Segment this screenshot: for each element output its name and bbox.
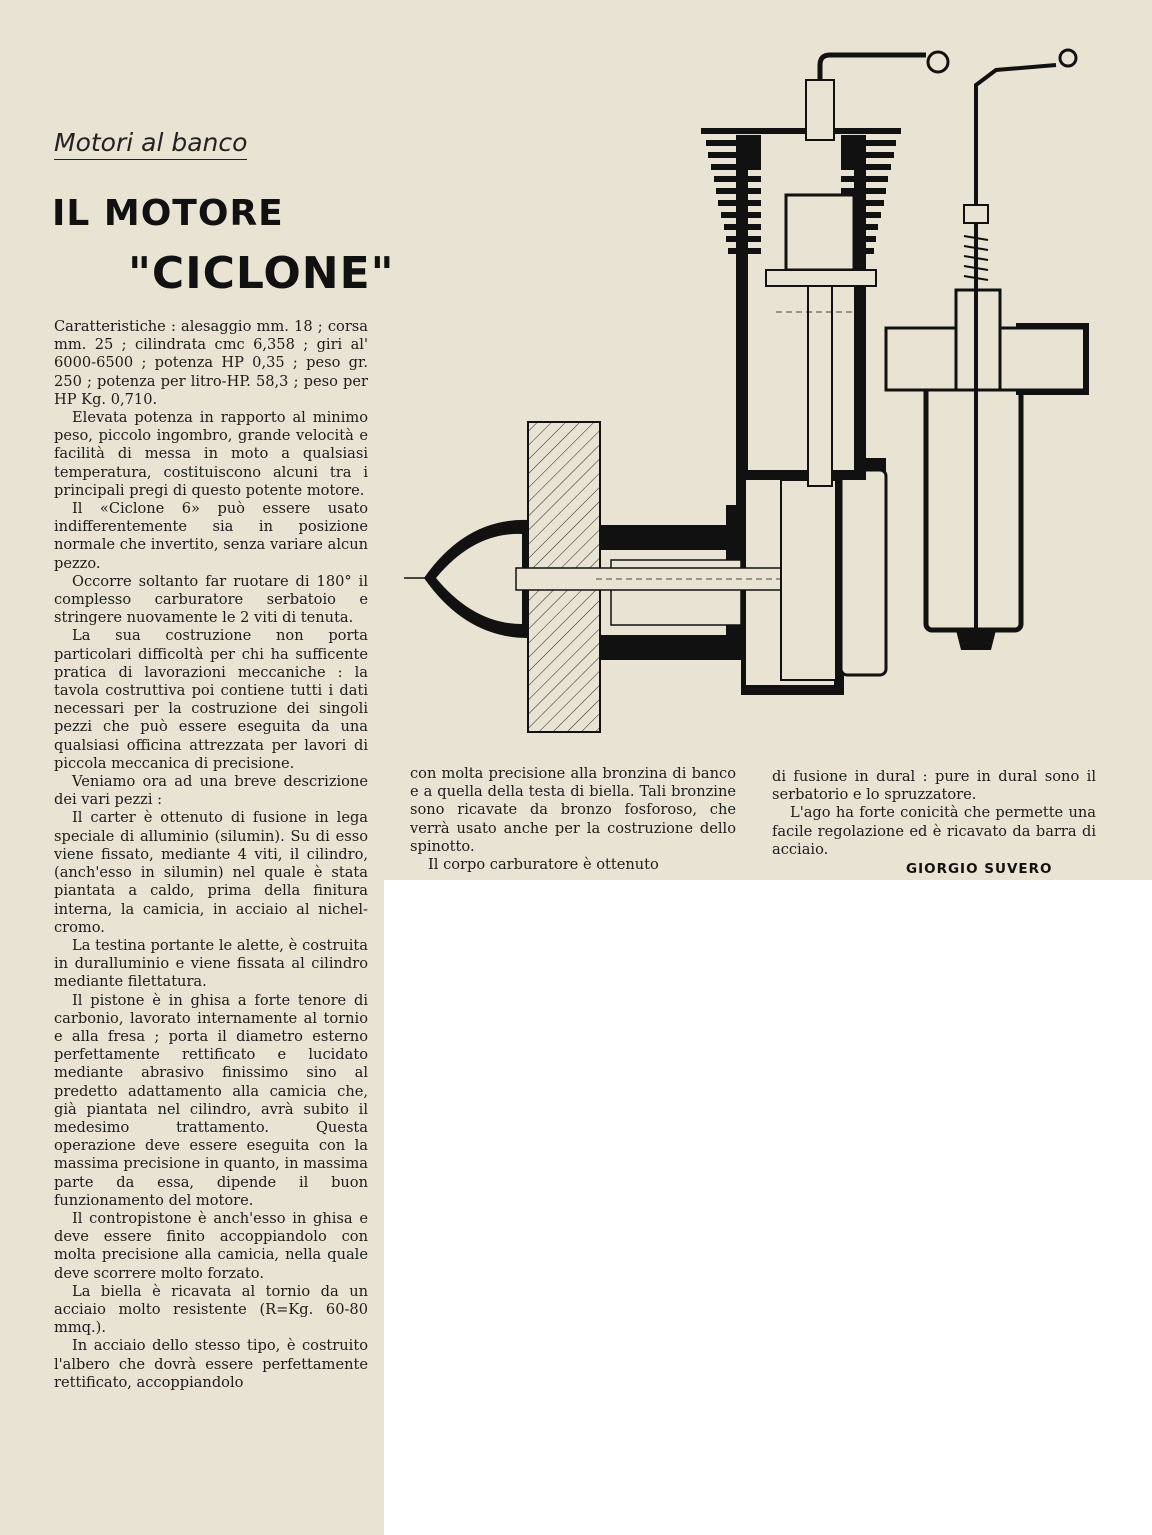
section-kicker: Motori al banco (54, 128, 247, 160)
paragraph: Il contropistone è anch'esso in ghisa e deve essere finito accoppiandolo con molta precisione alla camicia, nella quale deve scorrere molto forzato. (54, 1209, 368, 1282)
paragraph: di fusione in dural : pure in dural sono il serbatorio e lo spruzzatore. (772, 768, 1096, 804)
paragraph: Occorre soltanto far ruotare di 180° il complesso carburatore serbatoio e stringere nuovamente le 2 viti di tenuta. (54, 572, 368, 627)
blank-margin (384, 880, 1152, 1535)
paragraph: In acciaio dello stesso tipo, è costruito l'albero che dovrà essere perfettamente rettificato, accoppiandolo (54, 1337, 368, 1391)
paragraph: Il pistone è in ghisa a forte tenore di carbonio, lavorato internamente al tornio e alla fresa ; porta il diametro esterno perfettamente rettificato e lucidato mediante abrasivo finissimo sino al predetto adattamento alla camicia che, già piantata nel cilindro, avrà subito il medesimo trattamento. Questa operazione deve essere eseguita con la massima precisione in quanto, in massima parte da essa, dipende il buon funzionamento del motore. (54, 991, 368, 1209)
paragraph: Il carter è ottenuto di fusione in lega speciale di alluminio (silumin). Su di esso viene fissato, mediante 4 viti, il cilindro, (anch'esso in silumin) nel quale è stata piantata a caldo, prima della finitura interna, la camicia, in acciaio al nichel-cromo. (54, 809, 368, 936)
paragraph: La sua costruzione non porta particolari difficoltà per chi ha sufficente pratica di lavorazioni meccaniche : la tavola costruttiva poi contiene tutti i dati necessari per la costruzione dei singoli pezzi che può essere eseguita da una qualsiasi officina attrezzata per lavori di piccola meccanica di precisione. (54, 627, 368, 772)
paragraph: Caratteristiche : alesaggio mm. 18 ; corsa mm. 25 ; cilindrata cmc 6,358 ; giri al' 6000-6500 ; potenza HP 0,35 ; peso gr. 250 ; potenza per litro-HP. 58,3 ; peso per HP Kg. 0,710. (54, 318, 368, 408)
connecting-rod (808, 286, 832, 486)
crank-web (781, 480, 836, 680)
paragraph: La testina portante le alette, è costruita in duralluminio e viene fissata al cilindro mediante filettatura. (54, 936, 368, 991)
title-line-1: IL MOTORE (52, 193, 284, 234)
rear-cover (841, 470, 886, 675)
author-signature: GIORGIO SUVERO (906, 861, 1053, 877)
paragraph: Veniamo ora ad una breve descrizione dei vari pezzi : (54, 773, 368, 809)
compression-screw (806, 80, 834, 140)
paragraph: Elevata potenza in rapporto al minimo peso, piccolo ingombro, grande velocità e facilità di messa in moto a qualsiasi temperatura, costituiscono alcuni tra i principali pregi di questo potente motore. (54, 409, 368, 499)
paragraph: Il «Ciclone 6» può essere usato indifferentemente sia in posizione normale che invertito, senza variare alcun pezzo. (54, 500, 368, 572)
article-column-right (772, 768, 1096, 859)
fuel-tank (926, 370, 1021, 630)
paragraph: con molta precisione alla bronzina di banco e a quella della testa di biella. Tali bronzine sono ricavate da bronzo fosforoso, che verrà usato anche per la costruzione dello spinotto. (410, 765, 736, 855)
article-column-middle (410, 765, 736, 874)
title-line-2: "CICLONE" (128, 248, 395, 299)
piston (786, 195, 854, 270)
paragraph: La biella è ricavata al tornio da un acciaio molto resistente (R=Kg. 60-80 mmq.). (54, 1282, 368, 1337)
article-column-left (54, 318, 368, 1392)
engine-cross-section-drawing (396, 40, 1096, 750)
paragraph: L'ago ha forte conicità che permette una facile regolazione ed è ricavato da barra di acciaio. (772, 804, 1096, 858)
paragraph: Il corpo carburatore è ottenuto (428, 856, 659, 874)
